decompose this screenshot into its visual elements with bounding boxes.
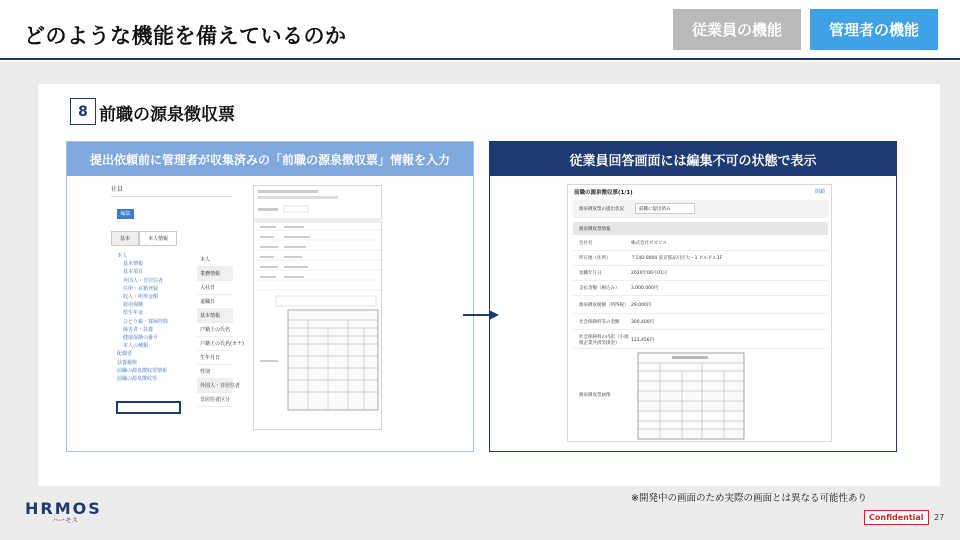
row-key: 会社名	[579, 241, 593, 246]
thumb-nav-item[interactable]: 健康保険の番号	[123, 335, 159, 342]
header-bar	[0, 0, 960, 62]
thumb-detail-cell: 生年月日	[197, 351, 233, 365]
row-key: 退職年月日	[579, 271, 602, 276]
thumb-detail-cell: 退職日	[197, 295, 233, 309]
thumb-data-row	[573, 331, 828, 349]
thumb-nav-item[interactable]: 住所・在籍登録	[123, 285, 159, 292]
thumb-nav-item[interactable]: 外国人・非居住者	[123, 277, 164, 284]
row-value: 29,000円	[631, 302, 652, 308]
thumb-status-select[interactable]: 前職に提出済み	[635, 203, 695, 214]
section-title: 前職の源泉徴収票	[99, 105, 235, 125]
row-key: 社会保険料等の金額	[579, 320, 620, 325]
row-key: 源泉徴収票画像	[579, 393, 611, 398]
thumb-detail-group: 基本情報	[197, 309, 233, 323]
right-panel-heading: 従業員回答画面には編集不可の状態で表示	[490, 142, 896, 176]
thumb-data-row	[573, 236, 828, 251]
thumb-edit-button[interactable]: 編集	[117, 209, 134, 219]
thumb-detail-cell: 非居住者区分	[197, 393, 233, 407]
admin-employee-screen-thumbnail	[111, 183, 244, 423]
row-value: 300,400円	[631, 320, 655, 325]
thumb-detail-cell: 入社日	[197, 281, 233, 295]
row-value: 123,456円	[631, 337, 655, 343]
row-key: 所在地（住所）	[579, 256, 611, 261]
thumb-nav-item[interactable]: 厚生年金	[123, 310, 144, 317]
thumb-header: 社員	[111, 183, 232, 197]
thumb-nav-item[interactable]: 収入・所得金額	[123, 294, 159, 301]
thumb-detail-cell: 戸籍上の氏名(カナ)	[197, 337, 233, 351]
thumb-nav-item[interactable]: 本人	[117, 253, 128, 259]
confidential-stamp: Confidential	[864, 510, 929, 525]
development-disclaimer: ※開発中の画面のため実際の画面とは異なる可能性あり	[631, 493, 867, 504]
thumb-nav-item[interactable]: ひとり親・寡婦控除	[123, 318, 169, 325]
thumb-detail-group: 外国人・非居住者	[197, 379, 233, 393]
withholding-form-thumbnail	[253, 185, 382, 430]
row-key: 支払金額（税込み）	[579, 286, 620, 291]
thumb-status-row	[573, 200, 828, 218]
left-panel-heading: 提出依頼前に管理者が収集済みの「前職の源泉徴収票」情報を入力	[67, 142, 473, 176]
row-value: 2020年06月01日	[631, 271, 668, 276]
hrmos-logo: HRMOS	[25, 499, 102, 518]
thumb-nav-item[interactable]: 基本項目	[123, 269, 144, 276]
employee-answer-screen-thumbnail	[567, 184, 832, 442]
thumb-detail-column	[197, 253, 244, 407]
thumb-data-row	[573, 296, 828, 314]
thumb-section-header: 源泉徴収票情報	[573, 222, 828, 235]
thumb-tabs	[111, 231, 232, 246]
row-key: 社会保険料の内訳（小規模企業共済等掛金）	[579, 334, 629, 346]
section-number-badge: 8	[70, 98, 96, 125]
row-value: 株式会社ビズリス	[631, 241, 667, 246]
thumb-nav-item[interactable]: 扶養親族	[117, 359, 138, 366]
thumb-nav-item[interactable]: 前職の源泉徴収票	[117, 376, 158, 383]
thumb-data-row	[573, 251, 828, 266]
tab-admin-features[interactable]: 管理者の機能	[810, 9, 938, 50]
page-number: 27	[934, 513, 945, 522]
highlight-box	[116, 401, 181, 414]
page-title: どのような機能を備えているのか	[24, 24, 347, 48]
form-sketch	[254, 186, 383, 431]
thumb-detail-cell: 本人	[197, 253, 233, 267]
thumb-nav-item[interactable]: 前職の源泉徴収票情報	[117, 367, 168, 374]
thumb-detail-group: 業務情報	[197, 267, 233, 281]
tab-employee-features[interactable]: 従業員の機能	[673, 9, 801, 50]
thumb-tab-basic[interactable]: 基本	[111, 231, 139, 246]
thumb-nav-item[interactable]: 配偶者	[117, 351, 133, 358]
thumb-detail-cell: 戸籍上の氏名	[197, 323, 233, 337]
thumb-detail-cell: 性別	[197, 365, 233, 379]
thumb-data-row	[573, 315, 828, 330]
header-divider	[0, 58, 960, 60]
thumb-nav-item[interactable]: 障害者・扶養	[123, 326, 154, 333]
thumb-nav-item[interactable]: 基本情報	[123, 261, 144, 268]
thumb-nav-item[interactable]: 雇用保険	[123, 302, 144, 309]
thumb-data-row	[573, 281, 828, 296]
thumb-data-row	[573, 266, 828, 281]
thumb-close-link[interactable]: 閉鎖	[814, 189, 825, 195]
row-key: 源泉徴収税額（所得税）	[579, 302, 629, 308]
withholding-slip-image	[636, 351, 746, 441]
row-value: 3,000,000円	[631, 286, 659, 291]
row-value: 〒140-0004 東京都品川区大・1 ビルビル1F	[631, 256, 723, 261]
arrow-right-icon	[463, 309, 499, 321]
hrmos-logo-subtext: ハーモス	[52, 516, 78, 524]
thumb-tab-personal[interactable]: 本人情報	[139, 231, 177, 246]
thumb-status-label: 源泉徴収票の提出状況	[579, 207, 624, 212]
thumb-form-title: 前職の源泉徴収票(1/1)	[574, 190, 633, 196]
thumb-nav-item[interactable]: 本人の種類	[123, 343, 149, 350]
